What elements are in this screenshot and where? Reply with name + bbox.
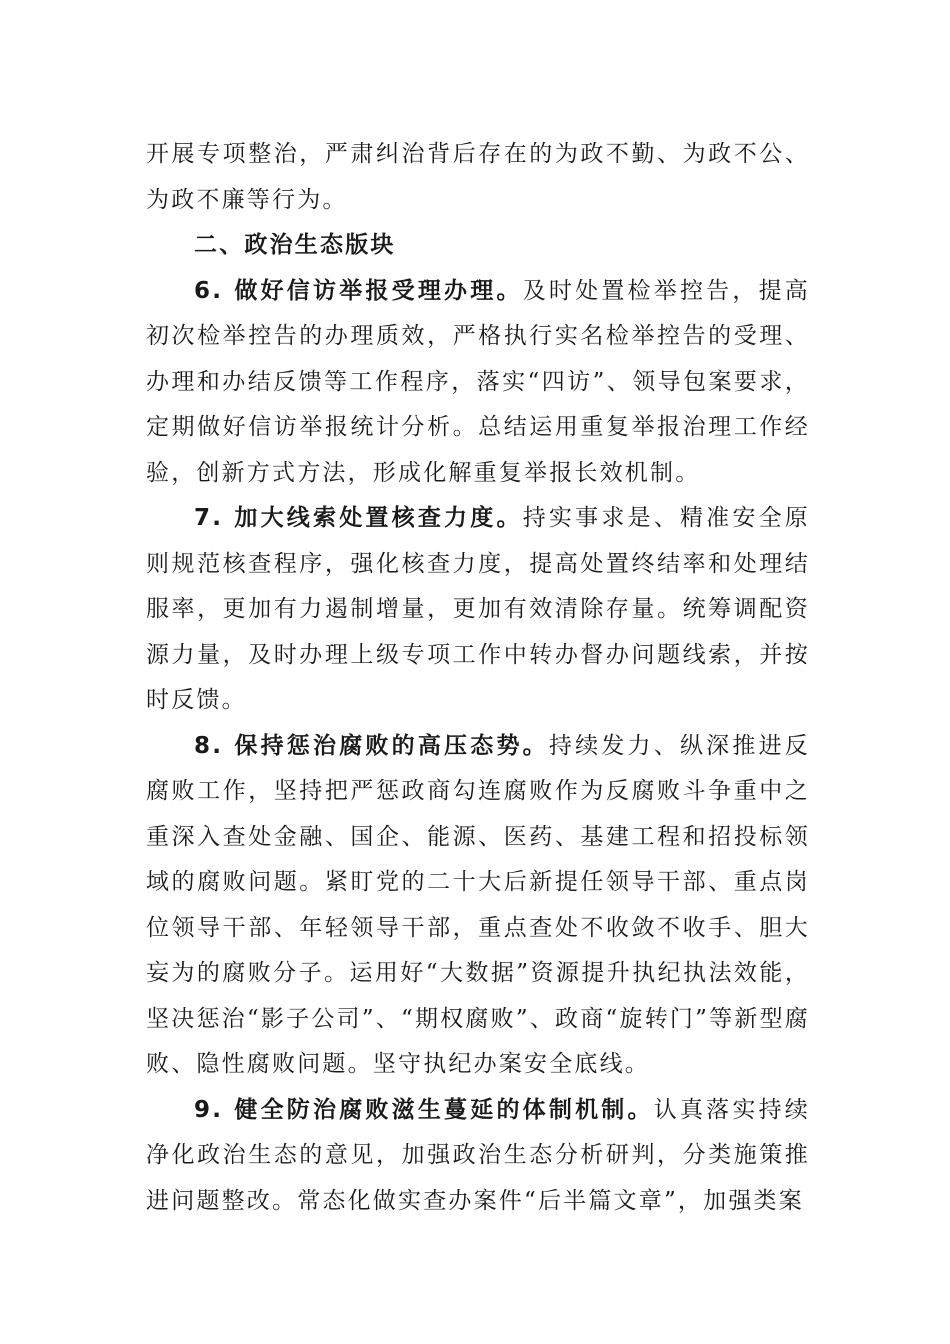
item-9-paragraph [146,1088,810,1225]
item-6-paragraph [146,269,810,497]
item-8-lead: 8. 保持惩治腐败的高压态势。 [194,732,549,759]
item-8-paragraph [146,724,810,1088]
item-8-body: 持续发力、纵深推进反腐败工作，坚持把严惩政商勾连腐败作为反腐败斗争重中之重深入查处金融、国企、能源、医药、基建工程和招投标领域的腐败问题。紧盯党的二十大后新提任领导干部、重点岗位领导干部、年轻领导干部，重点查处不收敛不收手、胆大妄为的腐败分子。运用好“大数据”资源提升执纪执法效能，坚决惩治“影子公司”、“期权腐败”、政商“旋转门”等新型腐败、隐性腐败问题。坚守执纪办案安全底线。 [146,732,811,1077]
section-heading: 二、政治生态版块 [194,232,396,258]
continuation-paragraph: 开展专项整治，严肃纠治背后存在的为政不勤、为政不公、为政不廉等行为。 [146,141,810,213]
item-7-paragraph [146,496,810,724]
item-7-body: 持实事求是、精准安全原则规范核查程序，强化核查力度，提高处置终结率和处理结服率，更加有力遏制增量，更加有效清除存量。统筹调配资源力量，及时办理上级专项工作中转办督办问题线索，并按时反馈。 [146,505,810,713]
item-6-body: 及时处置检举控告，提高初次检举控告的办理质效，严格执行实名检举控告的受理、办理和办结反馈等工作程序，落实“四访”、领导包案要求，定期做好信访举报统计分析。总结运用重复举报治理工作经验，创新方式方法，形成化解重复举报长效机制。 [146,277,810,486]
item-6-lead: 6. 做好信访举报受理办理。 [194,277,523,304]
document-page [146,0,810,1224]
item-9-lead: 9. 健全防治腐败滋生蔓延的体制机制。 [194,1096,654,1123]
item-7-lead: 7. 加大线索处置核查力度。 [194,505,523,531]
item-9-body: 认真落实持续净化政治生态的意见，加强政治生态分析研判，分类施策推进问题整改。常态化做实查办案件“后半篇文章”，加强类案 [146,1096,810,1214]
